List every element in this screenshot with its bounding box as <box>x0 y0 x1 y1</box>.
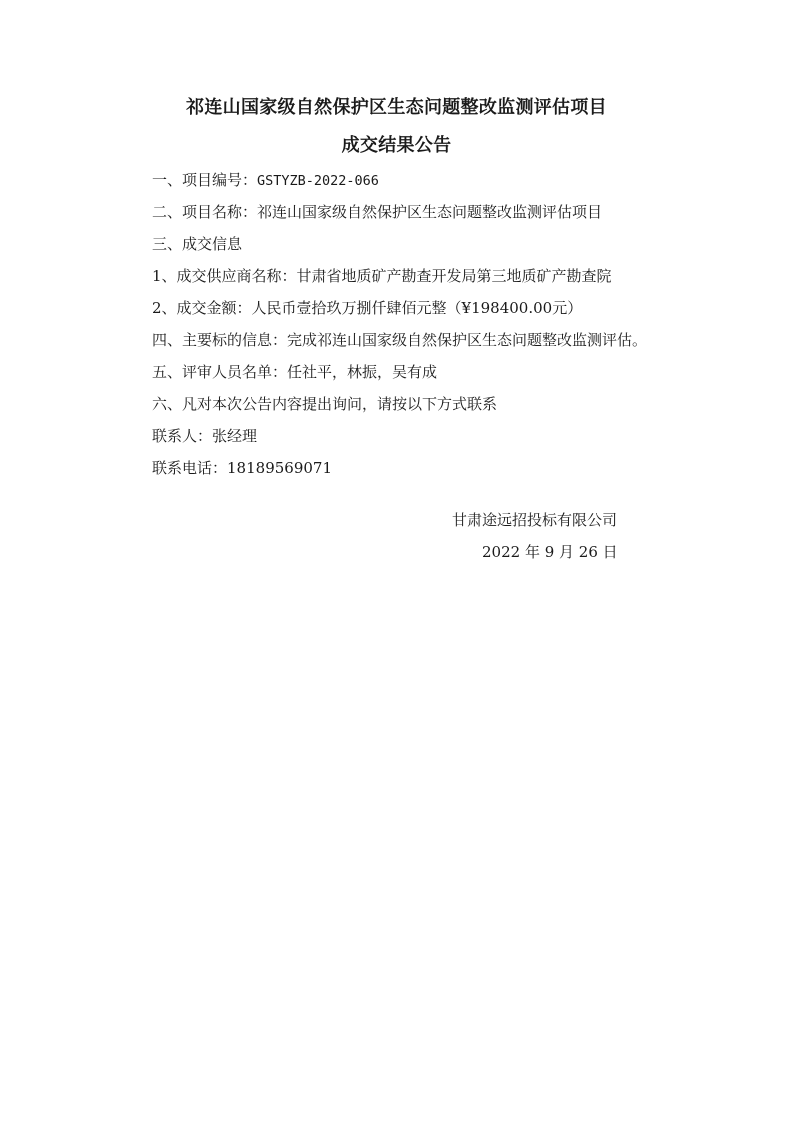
amount-line: 2、成交金额：人民币壹拾玖万捌仟肆佰元整（¥198400.00元） <box>152 299 583 317</box>
project-name-line: 二、项目名称：祁连山国家级自然保护区生态问题整改监测评估项目 <box>152 203 603 221</box>
contact-phone-line <box>152 458 712 490</box>
reviewers-line: 五、评审人员名单：任社平，林振，吴有成 <box>152 363 438 381</box>
deal-info-heading: 三、成交信息 <box>152 235 243 253</box>
contact-phone-value: 18189569071 <box>227 459 332 477</box>
contact-phone-label: 联系电话： <box>152 459 228 477</box>
announcement-body <box>152 170 712 490</box>
project-number-label: 一、项目编号： <box>152 171 258 189</box>
subject-info-line: 四、主要标的信息：完成祁连山国家级自然保护区生态问题整改监测评估。 <box>152 331 648 349</box>
project-number-value: GSTYZB-2022-066 <box>257 173 379 189</box>
project-number-line <box>152 170 712 202</box>
signature-block <box>452 510 652 574</box>
inquiry-line: 六、凡对本次公告内容提出询问，请按以下方式联系 <box>152 395 498 413</box>
document-subtitle: 成交结果公告 <box>341 135 452 156</box>
signature-date: 2022 年 9 月 26 日 <box>482 543 618 561</box>
document-title: 祁连山国家级自然保护区生态问题整改监测评估项目 <box>186 97 607 118</box>
signature-company: 甘肃途远招投标有限公司 <box>452 511 618 529</box>
contact-person-line: 联系人：张经理 <box>152 427 258 445</box>
supplier-line: 1、成交供应商名称：甘肃省地质矿产勘查开发局第三地质矿产勘查院 <box>152 267 612 285</box>
